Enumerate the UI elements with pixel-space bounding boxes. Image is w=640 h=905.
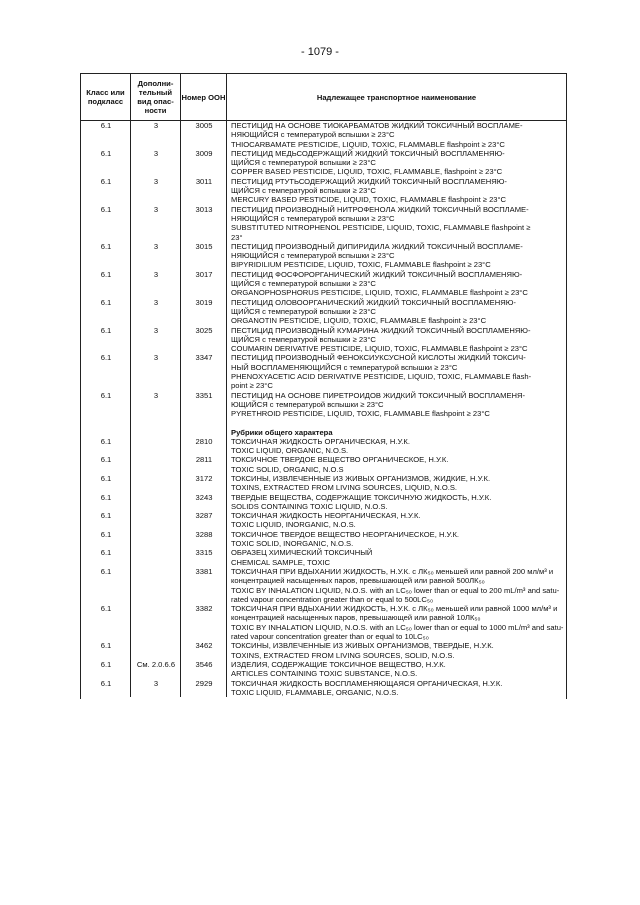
shipping-name-cell — [227, 298, 566, 326]
subsidiary-hazard-cell: 3 — [153, 148, 159, 158]
subsidiary-hazard-cell — [131, 567, 181, 604]
un-number-cell: 3462 — [195, 641, 213, 651]
shipping-name-line: ПЕСТИЦИД ПРОИЗВОДНЫЙ КУМАРИНА ЖИДКИЙ ТОКСИЧНЫЙ ВОСПЛАМЕНЯЮ- — [231, 325, 531, 335]
un-number-cell: 3351 — [195, 390, 213, 400]
class-cell: 6.1 — [100, 353, 112, 363]
shipping-name-line: НЯЮЩИЙСЯ с температурой вспышки ≥ 23°C — [231, 213, 395, 223]
page-number: - 1079 - — [301, 46, 339, 58]
un-number-cell: 3172 — [195, 473, 213, 483]
shipping-name-line: rated vapour concentration greater than or equal to 500LC₅₀ — [231, 594, 434, 604]
shipping-name-line: ЮЩИЙСЯ с температурой вспышки ≥ 23°C — [231, 399, 384, 409]
subsidiary-hazard-cell: 3 — [153, 390, 159, 400]
shipping-name-line: ПЕСТИЦИД ФОСФОРОРГАНИЧЕСКИЙ ЖИДКИЙ ТОКСИЧНЫЙ ВОСПЛАМЕНЯЮ- — [231, 269, 523, 279]
un-number-cell: 3381 — [195, 566, 213, 576]
shipping-name-line: ИЗДЕЛИЯ, СОДЕРЖАЩИЕ ТОКСИЧНОЕ ВЕЩЕСТВО, Н.У.К. — [231, 659, 446, 669]
shipping-name-cell — [227, 548, 566, 567]
un-number-cell: 2810 — [195, 436, 213, 446]
class-cell: 6.1 — [100, 492, 112, 502]
shipping-name-line: COPPER BASED PESTICIDE, LIQUID, TOXIC, FLAMMABLE, flashpoint ≥ 23°C — [231, 167, 503, 177]
table-row — [81, 149, 566, 177]
subsidiary-hazard-cell: 3 — [153, 297, 159, 307]
shipping-name-line: rated vapour concentration greater than or equal to 10LC₅₀ — [231, 632, 429, 642]
shipping-name-line: ПЕСТИЦИД ПРОИЗВОДНЫЙ ДИПИРИДИЛА ЖИДКИЙ ТОКСИЧНЫЙ ВОСПЛАМЕ- — [231, 241, 523, 251]
subsidiary-hazard-cell: См. 2.0.6.6 — [136, 659, 176, 669]
header-class: Класс или подкласс — [81, 74, 131, 120]
table-row — [81, 567, 566, 604]
class-cell: 6.1 — [100, 604, 112, 614]
class-cell: 6.1 — [100, 511, 112, 521]
un-number-cell: 3287 — [195, 511, 213, 521]
shipping-name-cell — [227, 205, 566, 242]
shipping-name-line: ПЕСТИЦИД НА ОСНОВЕ ТИОКАРБАМАТОВ ЖИДКИЙ ТОКСИЧНЫЙ ВОСПЛАМЕ- — [231, 121, 523, 130]
shipping-name-line: THIOCARBAMATE PESTICIDE, LIQUID, TOXIC, FLAMMABLE flashpoint ≥ 23°C — [231, 139, 505, 149]
shipping-name-line: ТОКСИЧНОЕ ТВЕРДОЕ ВЕЩЕСТВО НЕОРГАНИЧЕСКОЕ, Н.У.К. — [231, 529, 459, 539]
shipping-name-line: TOXIC SOLID, ORGANIC, N.O.S — [231, 464, 344, 474]
shipping-name-cell — [227, 641, 566, 660]
subsidiary-hazard-cell — [131, 437, 181, 456]
table-row — [81, 270, 566, 298]
un-number-cell: 3015 — [195, 241, 213, 251]
class-cell: 6.1 — [100, 176, 112, 186]
shipping-name-cell — [227, 660, 566, 679]
shipping-name-cell — [227, 474, 566, 493]
class-cell: 6.1 — [100, 241, 112, 251]
un-number-cell: 3017 — [195, 269, 213, 279]
table-row — [81, 511, 566, 530]
shipping-name-line: НЯЮЩИЙСЯ с температурой вспышки ≥ 23°C — [231, 130, 395, 140]
table-row — [81, 437, 566, 456]
subsidiary-hazard-cell: 3 — [153, 121, 159, 130]
un-number-cell: 3013 — [195, 204, 213, 214]
shipping-name-cell — [227, 455, 566, 474]
subsidiary-hazard-cell: 3 — [153, 204, 159, 214]
shipping-name-line: ORGANOTIN PESTICIDE, LIQUID, TOXIC, FLAMMABLE flashpoint ≥ 23°C — [231, 316, 487, 326]
table-row — [81, 177, 566, 205]
subsidiary-hazard-cell — [131, 474, 181, 493]
shipping-name-line: ПЕСТИЦИД НА ОСНОВЕ ПИРЕТРОИДОВ ЖИДКИЙ ТОКСИЧНЫЙ ВОСПЛАМЕНЯ- — [231, 390, 526, 400]
un-number-cell: 3009 — [195, 148, 213, 158]
un-number-cell: 3382 — [195, 604, 213, 614]
shipping-name-cell — [227, 679, 566, 698]
un-number-cell: 3347 — [195, 353, 213, 363]
shipping-name-line: TOXIC SOLID, INORGANIC, N.O.S. — [231, 539, 354, 549]
shipping-name-line: ЩИЙСЯ с температурой вспышки ≥ 23°C — [231, 158, 376, 168]
class-cell: 6.1 — [100, 566, 112, 576]
un-number-cell: 3025 — [195, 325, 213, 335]
table-row — [81, 679, 566, 698]
subsidiary-hazard-cell: 3 — [153, 325, 159, 335]
shipping-name-line: 23° — [231, 232, 243, 242]
table-row — [81, 641, 566, 660]
shipping-name-line: ЩИЙСЯ с температурой вспышки ≥ 23°C — [231, 186, 376, 196]
shipping-name-line: НЫЙ ВОСПЛАМЕНЯЮЩИЙСЯ с температурой вспышки ≥ 23°C — [231, 362, 458, 372]
un-number-cell: 3315 — [195, 548, 213, 558]
class-cell: 6.1 — [100, 641, 112, 651]
class-cell: 6.1 — [100, 659, 112, 669]
table-header — [81, 73, 566, 121]
class-cell: 6.1 — [100, 678, 112, 688]
subsidiary-hazard-cell — [131, 641, 181, 660]
shipping-name-line: PHENOXYACETIC ACID DERIVATIVE PESTICIDE, LIQUID, TOXIC, FLAMMABLE flash- — [231, 372, 532, 382]
class-cell: 6.1 — [100, 390, 112, 400]
shipping-name-cell — [227, 149, 566, 177]
class-cell: 6.1 — [100, 148, 112, 158]
class-cell: 6.1 — [100, 297, 112, 307]
un-number-cell: 3288 — [195, 529, 213, 539]
un-number-cell: 2811 — [195, 455, 213, 465]
shipping-name-line: ARTICLES CONTAINING TOXIC SUBSTANCE, N.O.S. — [231, 669, 418, 679]
un-number-cell: 3243 — [195, 492, 213, 502]
shipping-name-line: концентрацией насыщенных паров, превышающей или равной 10ЛК₅₀ — [231, 613, 481, 623]
table-row — [81, 242, 566, 270]
shipping-name-line: ПЕСТИЦИД МЕДЬСОДЕРЖАЩИЙ ЖИДКИЙ ТОКСИЧНЫЙ ВОСПЛАМЕНЯЮ- — [231, 148, 505, 158]
shipping-name-line: ТОКСИЧНАЯ ПРИ ВДЫХАНИИ ЖИДКОСТЬ, Н.У.К. с ЛК₅₀ меньшей или равной 1000 мл/м³ и — [231, 604, 558, 614]
class-cell: 6.1 — [100, 529, 112, 539]
shipping-name-line: ЩИЙСЯ с температурой вспышки ≥ 23°C — [231, 279, 376, 289]
table-row — [81, 474, 566, 493]
shipping-name-cell — [227, 604, 566, 641]
shipping-name-cell — [227, 270, 566, 298]
shipping-name-line: ТОКСИНЫ, ИЗВЛЕЧЕННЫЕ ИЗ ЖИВЫХ ОРГАНИЗМОВ, ТВЕРДЫЕ, Н.У.К. — [231, 641, 494, 651]
shipping-name-line: ТОКСИЧНАЯ ЖИДКОСТЬ ОРГАНИЧЕСКАЯ, Н.У.К. — [231, 436, 410, 446]
shipping-name-line: ОБРАЗЕЦ ХИМИЧЕСКИЙ ТОКСИЧНЫЙ — [231, 548, 373, 558]
shipping-name-line: концентрацией насыщенных паров, превышающей или равной 500ЛК₅₀ — [231, 576, 485, 586]
shipping-name-line: COUMARIN DERIVATIVE PESTICIDE, LIQUID, TOXIC, FLAMMABLE flashpoint ≥ 23°C — [231, 344, 528, 354]
class-cell: 6.1 — [100, 473, 112, 483]
shipping-name-line: ТОКСИЧНОЕ ТВЕРДОЕ ВЕЩЕСТВО ОРГАНИЧЕСКОЕ, Н.У.К. — [231, 455, 449, 465]
table-body — [81, 121, 566, 697]
table-row — [81, 391, 566, 419]
shipping-name-line: PYRETHROID PESTICIDE, LIQUID, TOXIC, FLAMMABLE flashpoint ≥ 23°C — [231, 409, 490, 419]
un-number-cell: 3011 — [195, 176, 213, 186]
table-row — [81, 298, 566, 326]
shipping-name-cell — [227, 391, 566, 419]
shipping-name-line: point ≥ 23°C — [231, 381, 273, 391]
header-un-number: Номер ООН — [181, 74, 227, 120]
table-row — [81, 530, 566, 549]
shipping-name-line: ТОКСИЧНАЯ ПРИ ВДЫХАНИИ ЖИДКОСТЬ, Н.У.К. с ЛК₅₀ меньшей или равной 200 мл/м³ и — [231, 566, 554, 576]
shipping-name-cell — [227, 177, 566, 205]
section-heading-row — [81, 419, 566, 437]
shipping-name-cell — [227, 437, 566, 456]
shipping-name-line: ПЕСТИЦИД ОЛОВООРГАНИЧЕСКИЙ ЖИДКИЙ ТОКСИЧНЫЙ ВОСПЛАМЕНЯЮ- — [231, 297, 516, 307]
class-cell: 6.1 — [100, 548, 112, 558]
shipping-name-cell — [227, 353, 566, 390]
subsidiary-hazard-cell — [131, 548, 181, 567]
subsidiary-hazard-cell — [131, 511, 181, 530]
shipping-name-line: MERCURY BASED PESTICIDE, LIQUID, TOXIC, FLAMMABLE flashpoint ≥ 23°C — [231, 195, 507, 205]
subsidiary-hazard-cell: 3 — [153, 176, 159, 186]
shipping-name-line: ПЕСТИЦИД РТУТЬСОДЕРЖАЩИЙ ЖИДКИЙ ТОКСИЧНЫЙ ВОСПЛАМЕНЯЮ- — [231, 176, 507, 186]
class-cell: 6.1 — [100, 204, 112, 214]
class-cell: 6.1 — [100, 269, 112, 279]
dangerous-goods-table — [80, 73, 567, 699]
shipping-name-line: ТОКСИЧНАЯ ЖИДКОСТЬ НЕОРГАНИЧЕСКАЯ, Н.У.К. — [231, 511, 421, 521]
subsidiary-hazard-cell: 3 — [153, 678, 159, 688]
shipping-name-cell — [227, 567, 566, 604]
shipping-name-line: ТОКСИНЫ, ИЗВЛЕЧЕННЫЕ ИЗ ЖИВЫХ ОРГАНИЗМОВ, ЖИДКИЕ, Н.У.К. — [231, 473, 491, 483]
table-row — [81, 121, 566, 149]
shipping-name-line: TOXIC LIQUID, ORGANIC, N.O.S. — [231, 446, 349, 456]
subsidiary-hazard-cell — [131, 530, 181, 549]
class-cell: 6.1 — [100, 325, 112, 335]
shipping-name-cell — [227, 493, 566, 512]
table-row — [81, 604, 566, 641]
class-cell: 6.1 — [100, 455, 112, 465]
un-number-cell: 3019 — [195, 297, 213, 307]
section-heading: Рубрики общего характера — [231, 427, 333, 437]
shipping-name-line: TOXIC LIQUID, FLAMMABLE, ORGANIC, N.O.S. — [231, 687, 399, 697]
header-shipping-name: Надлежащее транспортное наименование — [316, 92, 477, 102]
shipping-name-line: BIPYRIDILIUM PESTICIDE, LIQUID, TOXIC, FLAMMABLE flashpoint ≥ 23°C — [231, 260, 491, 270]
shipping-name-cell — [227, 511, 566, 530]
shipping-name-cell — [227, 326, 566, 354]
shipping-name-line: TOXINS, EXTRACTED FROM LIVING SOURCES, LIQUID, N.O.S. — [231, 483, 458, 493]
table-row — [81, 326, 566, 354]
shipping-name-cell — [227, 121, 566, 149]
table-row — [81, 660, 566, 679]
shipping-name-line: TOXIC LIQUID, INORGANIC, N.O.S. — [231, 520, 356, 530]
shipping-name-cell — [227, 242, 566, 270]
subsidiary-hazard-cell — [131, 455, 181, 474]
subsidiary-hazard-cell: 3 — [153, 241, 159, 251]
table-row — [81, 548, 566, 567]
shipping-name-line: ТОКСИЧНАЯ ЖИДКОСТЬ ВОСПЛАМЕНЯЮЩАЯСЯ ОРГАНИЧЕСКАЯ, Н.У.К. — [231, 678, 503, 688]
table-row — [81, 205, 566, 242]
shipping-name-line: TOXIC BY INHALATION LIQUID, N.O.S. with an LC₅₀ lower than or equal to 200 mL/m³ and satu- — [231, 585, 560, 595]
subsidiary-hazard-cell — [131, 604, 181, 641]
shipping-name-line: TOXIC BY INHALATION LIQUID, N.O.S. with an LC₅₀ lower than or equal to 1000 mL/m³ and satu- — [231, 622, 564, 632]
shipping-name-line: CHEMICAL SAMPLE, TOXIC — [231, 557, 331, 567]
shipping-name-line: ПЕСТИЦИД ПРОИЗВОДНЫЙ НИТРОФЕНОЛА ЖИДКИЙ ТОКСИЧНЫЙ ВОСПЛАМЕ- — [231, 204, 529, 214]
shipping-name-line: ТВЕРДЫЕ ВЕЩЕСТВА, СОДЕРЖАЩИЕ ТОКСИЧНУЮ ЖИДКОСТЬ, Н.У.К. — [231, 492, 492, 502]
shipping-name-line: НЯЮЩИЙСЯ с температурой вспышки ≥ 23°C — [231, 251, 395, 261]
shipping-name-line: ПЕСТИЦИД ПРОИЗВОДНЫЙ ФЕНОКСИУКСУСНОЙ КИСЛОТЫ ЖИДКИЙ ТОКСИЧ- — [231, 353, 526, 363]
shipping-name-line: ORGANOPHOSPHORUS PESTICIDE, LIQUID, TOXIC, FLAMMABLE flashpoint ≥ 23°C — [231, 288, 528, 298]
shipping-name-cell — [227, 530, 566, 549]
table-row — [81, 353, 566, 390]
un-number-cell: 2929 — [195, 678, 213, 688]
subsidiary-hazard-cell: 3 — [153, 353, 159, 363]
class-cell: 6.1 — [100, 121, 112, 130]
table-row — [81, 493, 566, 512]
subsidiary-hazard-cell — [131, 493, 181, 512]
shipping-name-line: SUBSTITUTED NITROPHENOL PESTICIDE, LIQUID, TOXIC, FLAMMABLE flashpoint ≥ — [231, 223, 531, 233]
subsidiary-hazard-cell: 3 — [153, 269, 159, 279]
shipping-name-line: ЩИЙСЯ с температурой вспышки ≥ 23°C — [231, 334, 376, 344]
shipping-name-line: SOLIDS CONTAINING TOXIC LIQUID, N.O.S. — [231, 501, 388, 511]
shipping-name-line: TOXINS, EXTRACTED FROM LIVING SOURCES, SOLID, N.O.S. — [231, 650, 455, 660]
table-row — [81, 455, 566, 474]
header-subsidiary-hazard: Дополни-тельный вид опас-ности — [131, 74, 181, 120]
shipping-name-line: ЩИЙСЯ с температурой вспышки ≥ 23°C — [231, 306, 376, 316]
class-cell: 6.1 — [100, 436, 112, 446]
un-number-cell: 3005 — [195, 121, 213, 130]
un-number-cell: 3546 — [195, 659, 213, 669]
